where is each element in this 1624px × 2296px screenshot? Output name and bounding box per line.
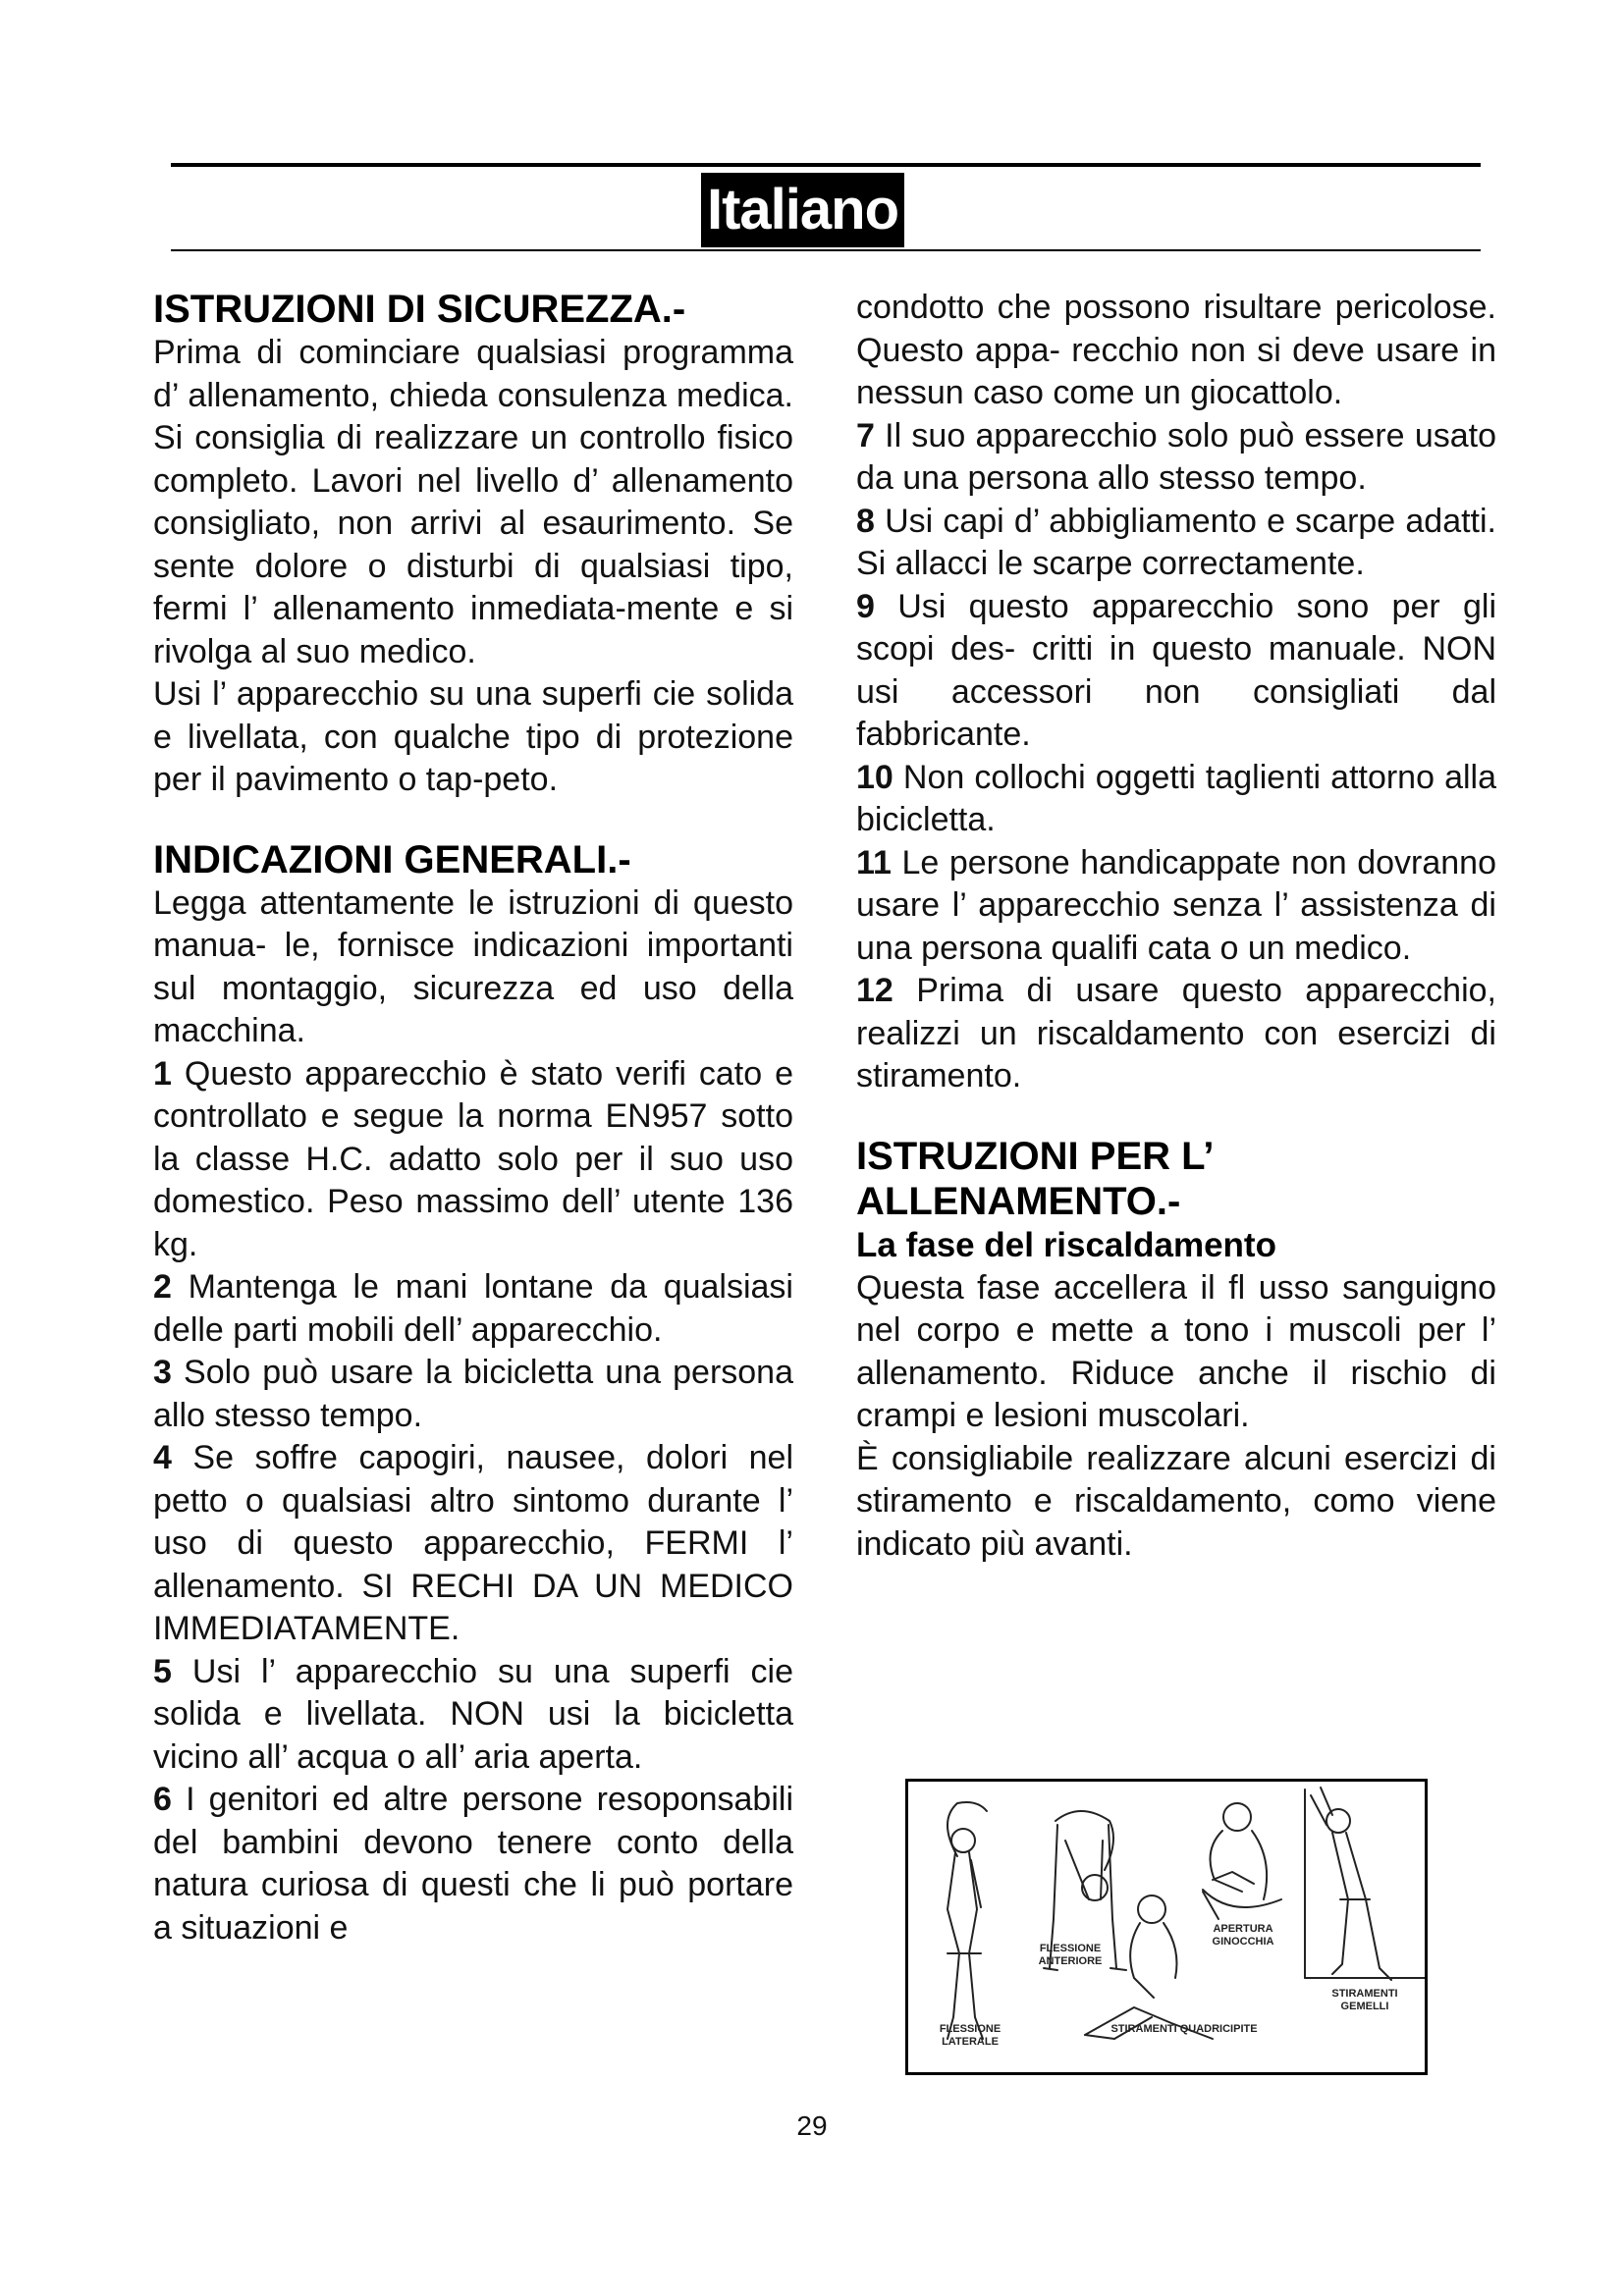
caption-anterior-flexion bbox=[1026, 1943, 1114, 1968]
continued-paragraph: condotto che possono risultare pericolose. Questo appa- recchio non si deve usare in nessun caso come un giocattolo. bbox=[856, 289, 1496, 411]
caption-knee-opening bbox=[1199, 1923, 1287, 1949]
list-item bbox=[856, 501, 1496, 586]
item-number: 5 bbox=[153, 1652, 172, 1690]
list-item bbox=[153, 1651, 793, 1780]
caption-calf-stretch-line-2: GEMELLI bbox=[1340, 2001, 1389, 2012]
warmup-paragraph-2: È consigliabile realizzare alcuni esercizi di stiramento e riscaldamento, como viene indicato più avanti. bbox=[856, 1439, 1496, 1563]
safety-instructions-heading: ISTRUZIONI DI SICUREZZA.- bbox=[153, 288, 686, 331]
general-indications-intro: Legga attentamente le istruzioni di questo manua- le, fornisce indicazioni importanti sul montaggio, sicurezza ed uso della macchina. bbox=[153, 883, 793, 1049]
caption-calf-stretch bbox=[1321, 1988, 1409, 2013]
item-text: Usi l’ apparecchio su una superfi cie solida e livellata. NON usi la bicicletta vicino all’ acqua o all’ aria aperta. bbox=[153, 1652, 793, 1776]
item-text: Usi capi d’ abbigliamento e scarpe adatti. Si allacci le scarpe correctamente. bbox=[856, 502, 1496, 582]
item-text: Solo può usare la bicicletta una persona allo stesso tempo. bbox=[153, 1354, 793, 1434]
warmup-subheading: La fase del riscaldamento bbox=[856, 1225, 1276, 1264]
list-item bbox=[856, 586, 1496, 757]
safety-paragraph-2: Usi l’ apparecchio su una superfi cie solida e livellata, con qualche tipo di protezione per il pavimento o tap-peto. bbox=[153, 675, 793, 798]
list-item bbox=[856, 842, 1496, 971]
item-text: Mantenga le mani lontane da qualsiasi delle parti mobili dell’ apparecchio. bbox=[153, 1268, 793, 1349]
list-item bbox=[153, 1437, 793, 1651]
item-text: Il suo apparecchio solo può essere usato da una persona allo stesso tempo. bbox=[856, 416, 1496, 497]
item-text: Prima di usare questo apparecchio, realizzi un riscaldamento con esercizi di stiramento. bbox=[856, 972, 1496, 1095]
item-text: Se soffre capogiri, nausee, dolori nel petto o qualsiasi altro sintomo durante l’ uso di questo apparecchio, FERMI l’ allenamento. SI RECHI DA UN MEDICO IMMEDIATAMENTE. bbox=[153, 1439, 793, 1647]
caption-anterior-flexion-line-2: ANTERIORE bbox=[1038, 1955, 1103, 1967]
knee-opening-figure bbox=[1203, 1803, 1281, 1919]
list-item bbox=[856, 970, 1496, 1098]
page-number: 29 bbox=[796, 2110, 828, 2141]
warmup-paragraph-1: Questa fase accellera il fl usso sanguigno nel corpo e mette a tono i muscoli per l’ allenamento. Riduce anche il rischio di crampi e lesioni muscolari. bbox=[856, 1268, 1496, 1434]
item-number: 2 bbox=[153, 1268, 172, 1306]
caption-lateral-flexion-line-2: LATERALE bbox=[942, 2036, 999, 2048]
item-number: 8 bbox=[856, 502, 875, 540]
side-bend-figure bbox=[947, 1802, 987, 2039]
list-item bbox=[153, 1053, 793, 1267]
left-column bbox=[153, 287, 793, 1949]
list-item bbox=[153, 1266, 793, 1352]
item-number: 4 bbox=[153, 1439, 172, 1476]
list-item bbox=[153, 1779, 793, 1949]
caption-anterior-flexion-line-1: FLESSIONE bbox=[1039, 1943, 1102, 1954]
training-instructions-heading bbox=[856, 1134, 1496, 1224]
caption-lateral-flexion-line-1: FLESSIONE bbox=[939, 2023, 1001, 2035]
item-text: Non collochi oggetti taglienti attorno alla bicicletta. bbox=[856, 758, 1496, 838]
item-number: 10 bbox=[856, 758, 893, 796]
header-top-rule bbox=[171, 163, 1481, 167]
item-text: Usi questo apparecchio sono per gli scopi des- critti in questo manuale. NON usi accessori non consigliati dal fabbricante. bbox=[856, 587, 1496, 753]
language-badge: Italiano bbox=[701, 173, 904, 247]
list-item bbox=[153, 1352, 793, 1437]
calf-stretch-figure bbox=[1305, 1788, 1425, 1980]
item-text: I genitori ed altre persone resoponsabili del bambini devono tenere conto della natura curiosa di questi che li può portare a situazioni e bbox=[153, 1781, 793, 1947]
item-number: 11 bbox=[856, 843, 892, 881]
training-heading-line-2: ALLENAMENTO.- bbox=[856, 1179, 1181, 1223]
safety-paragraph-1: Prima di cominciare qualsiasi programma d’ allenamento, chieda consulenza medica. Si consiglia di realizzare un controllo fisico completo. Lavori nel livello d’ allenamento consigliato, non arrivi al esaurimento. Se sente dolore o disturbi di qualsiasi tipo, fermi l’ allenamento inmediata-mente e si rivolga al suo medico. bbox=[153, 334, 793, 670]
list-item bbox=[856, 415, 1496, 501]
item-number: 6 bbox=[153, 1781, 172, 1818]
caption-knee-opening-line-2: GINOCCHIA bbox=[1212, 1936, 1274, 1948]
training-heading-line-1: ISTRUZIONI PER L’ bbox=[856, 1134, 1215, 1178]
caption-knee-opening-line-1: APERTURA bbox=[1213, 1923, 1273, 1935]
list-item bbox=[856, 757, 1496, 842]
general-indications-heading: INDICAZIONI GENERALI.- bbox=[153, 837, 631, 881]
item-number: 9 bbox=[856, 587, 875, 625]
stretching-exercises-illustration bbox=[905, 1779, 1428, 2075]
item-number: 12 bbox=[856, 972, 893, 1009]
caption-calf-stretch-line-1: STIRAMENTI bbox=[1331, 1988, 1398, 2000]
caption-lateral-flexion bbox=[936, 2023, 1004, 2049]
right-column bbox=[856, 287, 1496, 1566]
caption-quadriceps-stretch: STIRAMENTI QUADRICIPITE bbox=[1110, 2023, 1258, 2035]
item-number: 1 bbox=[153, 1054, 172, 1093]
item-number: 3 bbox=[153, 1354, 172, 1391]
item-text: Le persone handicappate non dovranno usare l’ apparecchio senza l’ assistenza di una persona qualifi cata o un medico. bbox=[856, 843, 1496, 967]
item-number: 7 bbox=[856, 416, 875, 454]
item-text: Questo apparecchio è stato verifi cato e controllato e segue la norma EN957 sotto la classe H.C. adatto solo per il suo uso domestico. Peso massimo dell’ utente 136 kg. bbox=[153, 1054, 793, 1263]
header-bottom-rule bbox=[171, 249, 1481, 251]
